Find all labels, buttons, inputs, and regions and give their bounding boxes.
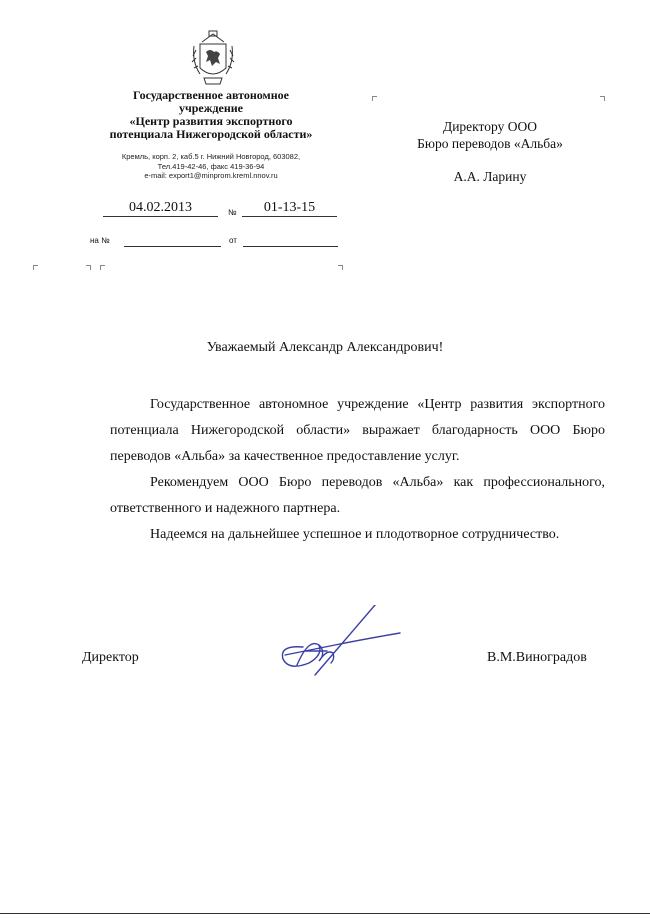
reply-number-field [124,230,221,247]
addressee-line-1: Директору ООО [443,119,537,134]
org-line-4: потенциала Нижегородской области» [109,127,313,141]
handwritten-signature-icon [275,605,405,680]
signatory-position: Директор [82,650,139,665]
addressee-name: А.А. Ларину [453,169,527,184]
reply-number-label: на № [90,236,110,245]
letter-paragraph-1: Государственное автономное учреждение «Центр развития экспортного потенциала Нижегородской области» выражает благодарность ООО Бюро переводов «Альба» за качественное предоставление услуг. [110,397,605,464]
corner-mark [33,265,38,270]
corner-mark [600,96,605,101]
org-line-3: «Центр развития экспортного [129,114,293,128]
corner-mark [86,265,91,270]
outgoing-date-field [103,200,218,217]
org-phone: Тел.419-42-46, факс 419-36-94 [157,161,265,171]
letter-body [110,392,605,548]
page-bottom-edge [0,913,650,914]
outgoing-date: 04.02.2013 [129,200,192,215]
organization-contacts [95,152,327,181]
addressee-block [395,118,585,185]
organization-name [95,89,327,141]
corner-mark [338,265,343,270]
reply-date-label: от [229,236,237,245]
org-line-1: Государственное автономное [133,88,289,102]
coat-of-arms-icon [190,28,236,88]
org-address: Кремль, корп. 2, каб.5 г. Нижний Новгород, 603082, [121,152,301,161]
org-email: e-mail: export1@minprom.kreml.nnov.ru [144,171,278,180]
letter-greeting: Уважаемый Александр Александрович! [206,340,444,355]
signatory-name: В.М.Виноградов [487,650,587,665]
letter-paragraph-2: Рекомендуем ООО Бюро переводов «Альба» как профессионального, ответственного и надежного партнера. [110,475,605,516]
corner-mark [372,96,377,101]
outgoing-number: 01-13-15 [263,200,316,215]
reply-date-field [243,230,338,247]
number-label: № [228,208,237,217]
letter-paragraph-3: Надеемся на дальнейшее успешное и плодотворное сотрудничество. [150,527,560,542]
org-line-2: учреждение [178,101,244,115]
addressee-line-2: Бюро переводов «Альба» [417,136,563,151]
corner-mark [100,265,105,270]
outgoing-number-field [242,200,337,217]
